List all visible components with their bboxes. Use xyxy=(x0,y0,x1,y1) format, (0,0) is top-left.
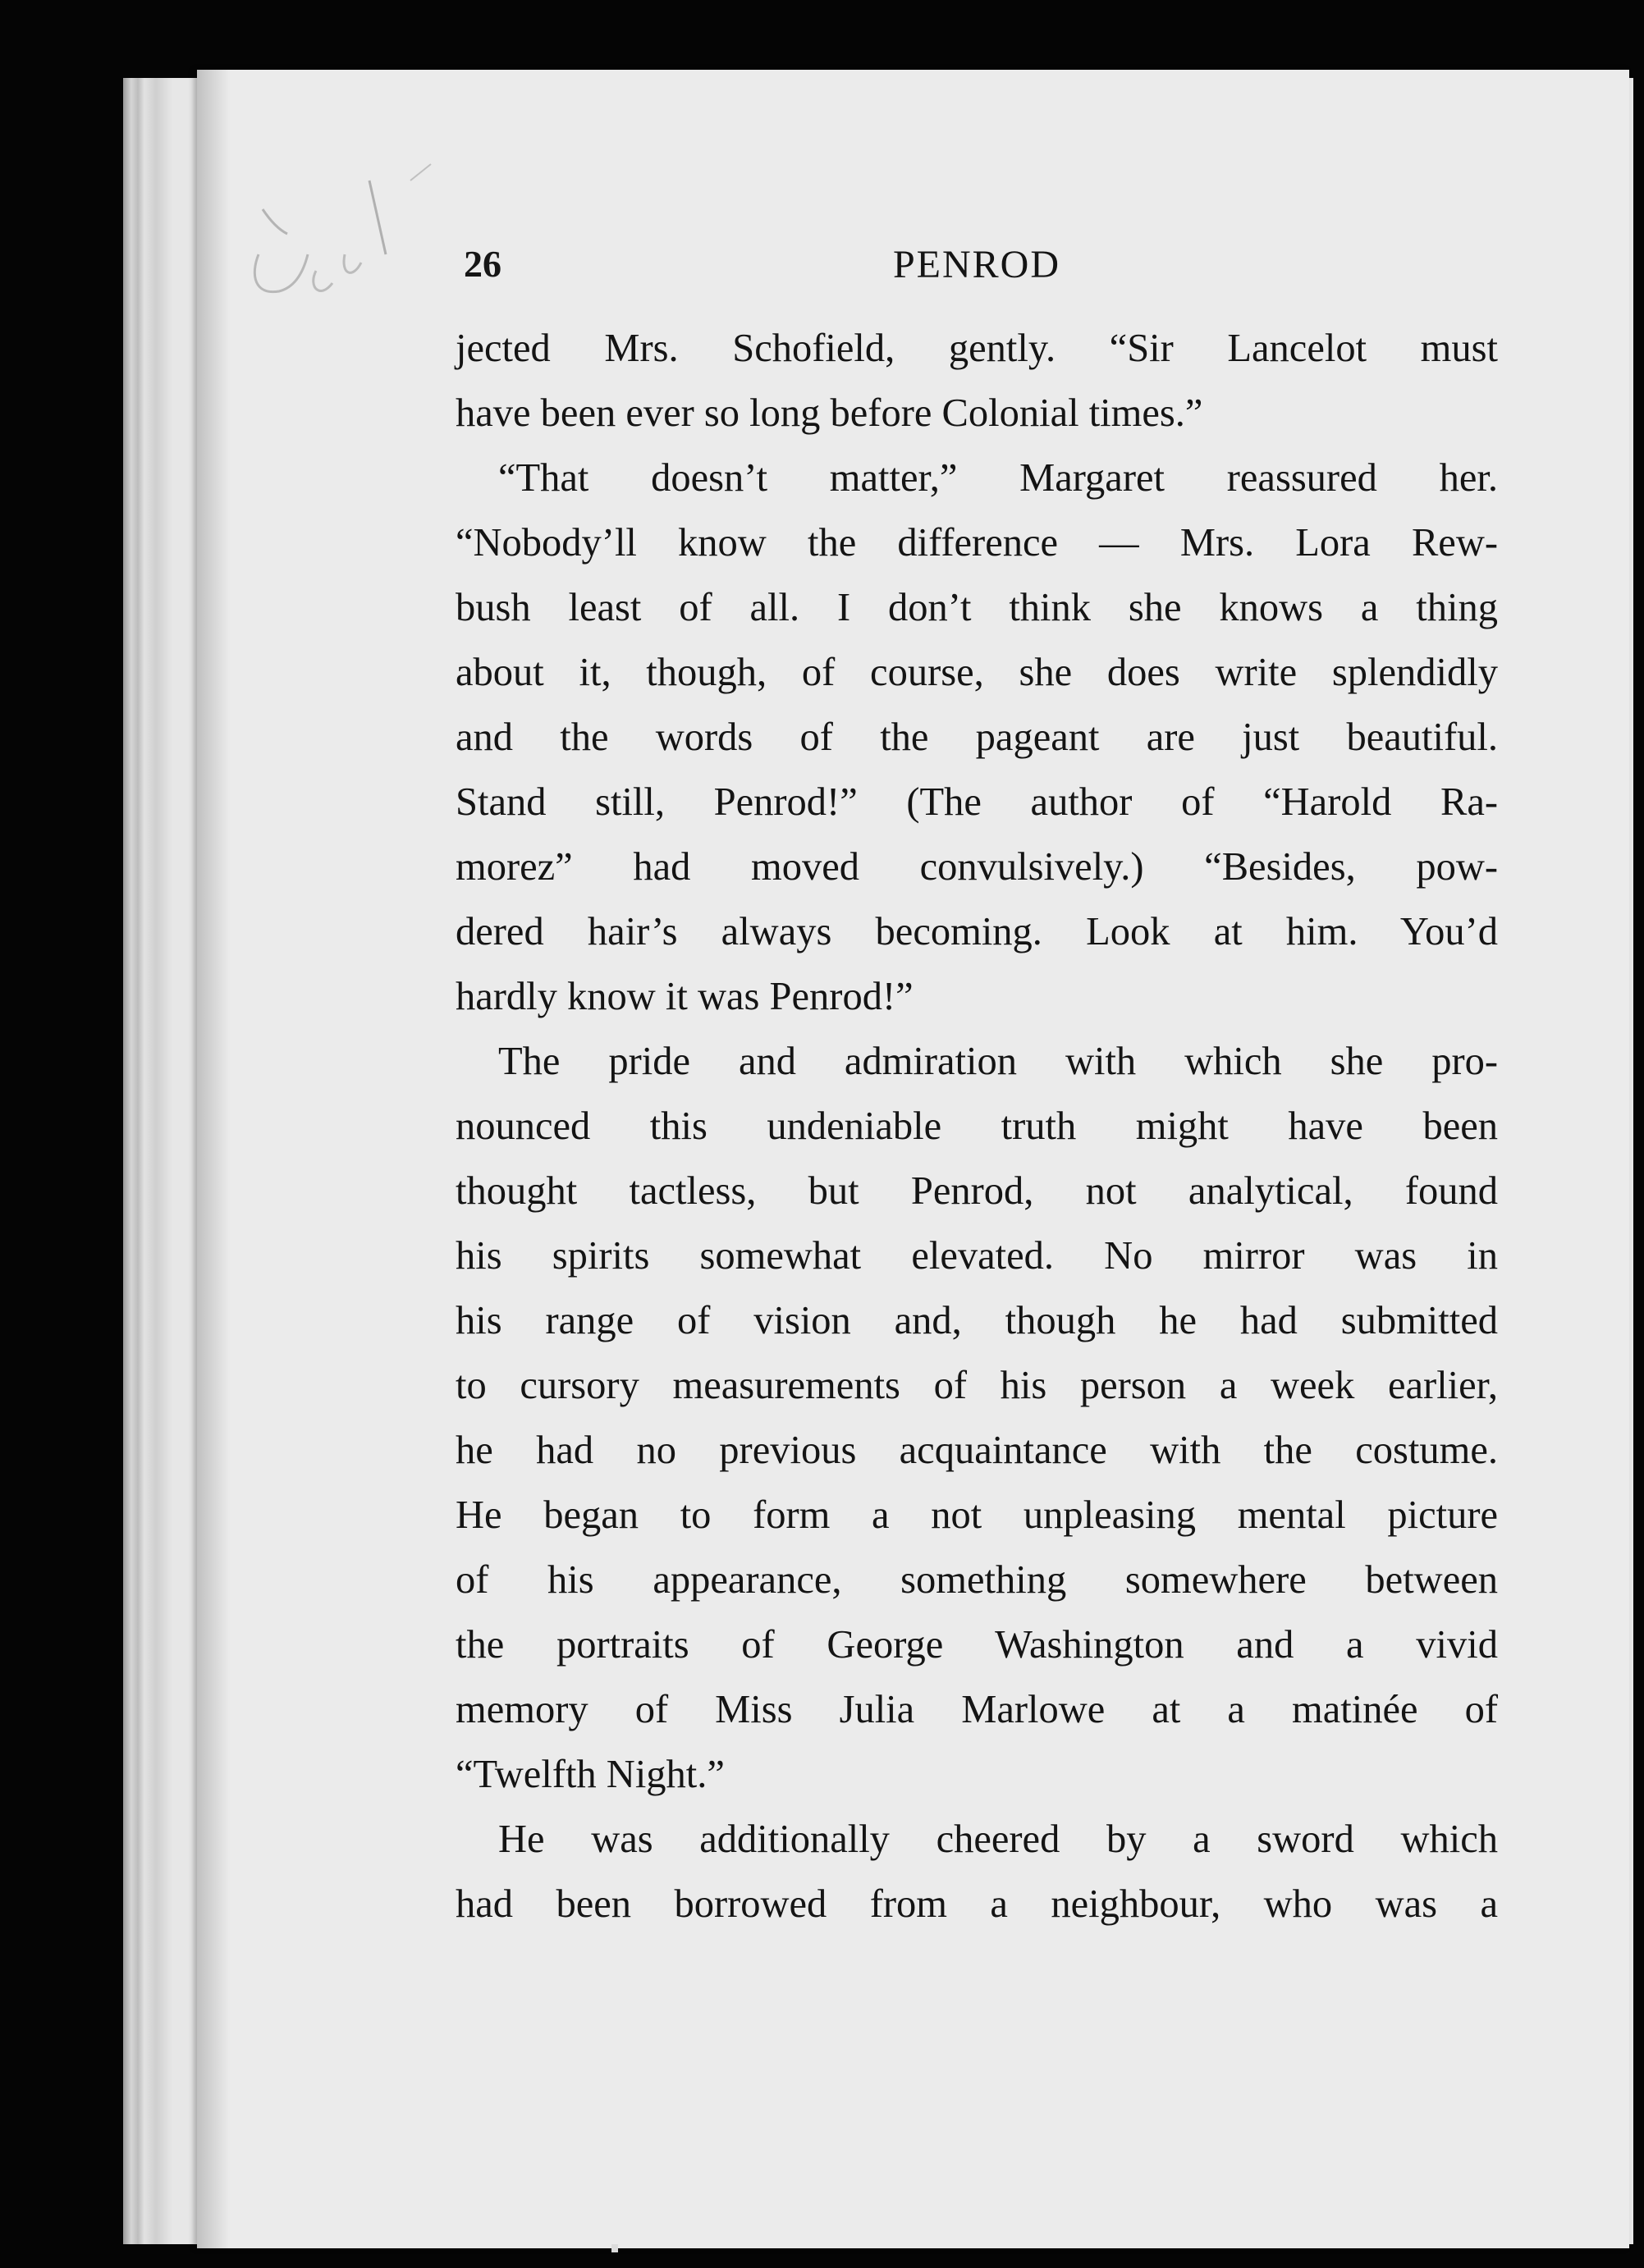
text-line: hardly know it was Penrod!” xyxy=(456,975,914,1018)
text-line: bush least of all. I don’t think she knows a thing xyxy=(456,586,1498,629)
paragraph xyxy=(456,1807,1498,1936)
text-line: his range of vision and, though he had submitted xyxy=(456,1299,1498,1342)
scan-speck xyxy=(611,2244,618,2252)
text-line: “Twelfth Night.” xyxy=(456,1753,725,1796)
text-line: the portraits of George Washington and a vivid xyxy=(456,1623,1498,1667)
text-line: to cursory measurements of his person a week earlier, xyxy=(456,1364,1498,1407)
running-head xyxy=(464,242,1490,300)
text-line: his spirits somewhat elevated. No mirror was in xyxy=(456,1234,1498,1278)
paragraph xyxy=(456,316,1498,446)
paragraph xyxy=(456,1029,1498,1807)
text-line: nounced this undeniable truth might have been xyxy=(456,1104,1498,1148)
paragraph xyxy=(456,446,1498,1029)
text-line: thought tactless, but Penrod, not analytical, found xyxy=(456,1169,1498,1213)
text-line: had been borrowed from a neighbour, who was a xyxy=(456,1882,1498,1926)
body-text xyxy=(456,316,1498,1936)
text-line: about it, though, of course, she does write splendidly xyxy=(456,651,1498,694)
page-title: PENROD xyxy=(892,243,1061,286)
pencil-marginalia xyxy=(246,131,443,345)
text-line: memory of Miss Julia Marlowe at a matinée of xyxy=(456,1688,1498,1731)
text-line: he had no previous acquaintance with the costume. xyxy=(456,1429,1498,1472)
gutter-shadow xyxy=(197,70,230,2248)
text-line: “Nobody’ll know the difference — Mrs. Lora Rew- xyxy=(456,521,1498,565)
text-line: “That doesn’t matter,” Margaret reassured her. xyxy=(498,456,1498,500)
text-line: Stand still, Penrod!” (The author of “Harold Ra- xyxy=(456,780,1498,824)
text-line: He was additionally cheered by a sword which xyxy=(498,1818,1498,1861)
page-number: 26 xyxy=(464,243,501,285)
text-line: of his appearance, something somewhere between xyxy=(456,1558,1498,1602)
text-line: morez” had moved convulsively.) “Besides, pow- xyxy=(456,845,1498,889)
text-line: and the words of the pageant are just beautiful. xyxy=(456,716,1498,759)
text-line: The pride and admiration with which she pro- xyxy=(498,1040,1498,1083)
text-line: have been ever so long before Colonial times.” xyxy=(456,391,1203,435)
text-line: jected Mrs. Schofield, gently. “Sir Lancelot must xyxy=(456,327,1498,370)
text-line: He began to form a not unpleasing mental picture xyxy=(456,1493,1498,1537)
text-line: dered hair’s always becoming. Look at him. You’d xyxy=(456,910,1498,953)
